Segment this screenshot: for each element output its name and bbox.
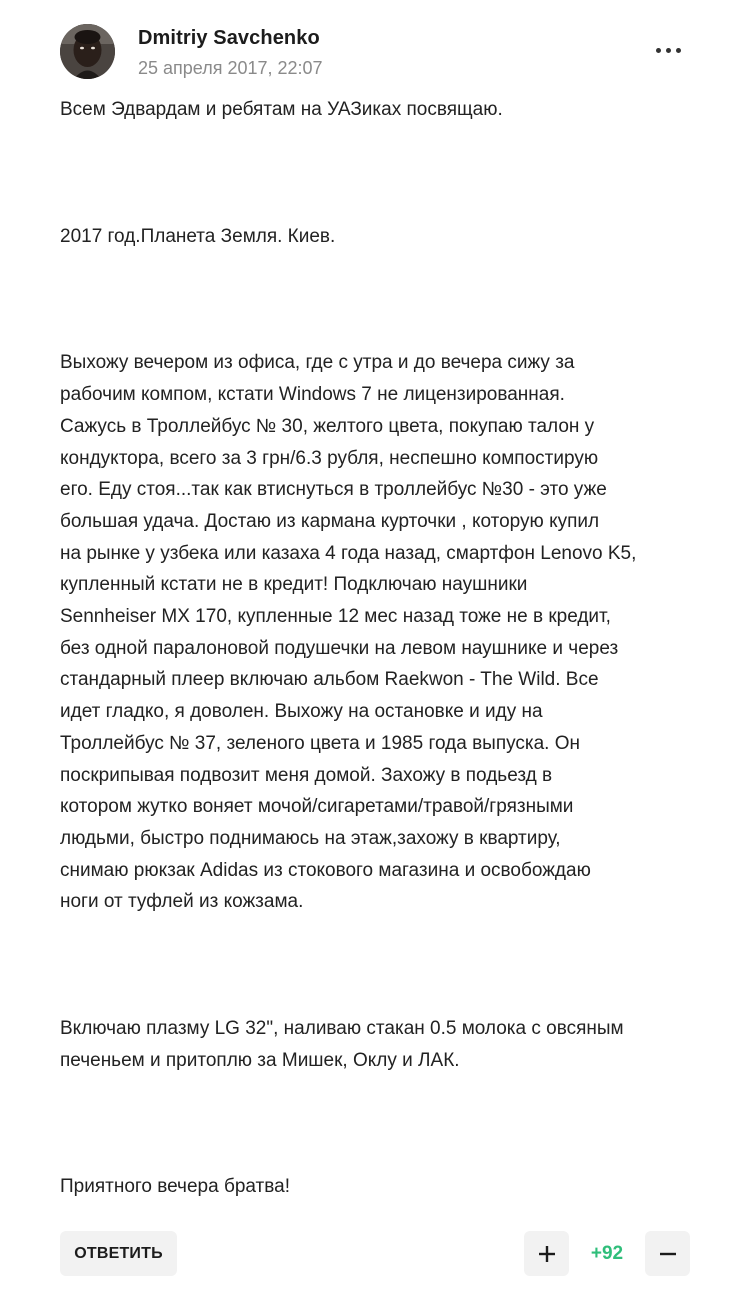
plus-icon — [538, 1245, 556, 1263]
comment-date: 25 апреля 2017, 22:07 — [138, 58, 323, 78]
paragraph-spacer — [60, 1076, 700, 1171]
paragraph-spacer — [60, 918, 700, 1013]
paragraph-spacer — [60, 252, 700, 347]
author-name[interactable]: Dmitriy Savchenko — [138, 27, 320, 49]
user-avatar-photo-icon — [60, 24, 115, 79]
upvote-button[interactable] — [524, 1231, 569, 1276]
comment-paragraph: Выхожу вечером из офиса, где с утра и до вечера сижу за рабочим компом, кстати Windows 7 не лицензированная. Сажусь в Троллейбус № 30, желтого цвета, покупаю талон у кондуктора, всего за 3 грн/6.3 рубля, неспешно компостирую его. Еду стоя...так как втиснуться в троллейбус №30 - это уже большая удача. Достаю из кармана курточки , которую купил на рынке у узбека или казаха 4 года назад, смартфон Lenovo K5, купленный кстати не в кредит! Подключаю наушники Sennheiser MX 170, купленные 12 мес назад тоже не в кредит, без одной паралоновой подушечки на левом наушнике и через стандарный плеер включаю альбом Raekwon - The Wild. Все идет гладко, я доволен. Выхожу на остановке и иду на Троллейбус № 37, зеленого цвета и 1985 года выпуска. Он поскрипывая подвозит меня домой. Захожу в подьезд в котором жутко воняет мочой/сигаретами/травой/грязными людьми, быстро поднимаюсь на этаж,захожу в квартиру, снимаю рюкзак Adidas из стокового магазина и освобождаю ноги от туфлей из кожзама. — [60, 352, 637, 913]
minus-icon — [659, 1245, 677, 1263]
comment-paragraph: Всем Эдвардам и ребятам на УАЗиках посвящаю. — [60, 99, 503, 120]
reply-button[interactable]: ОТВЕТИТЬ — [60, 1231, 177, 1276]
author-avatar[interactable] — [60, 24, 115, 79]
more-options-button[interactable] — [646, 36, 690, 64]
comment-paragraph: 2017 год.Планета Земля. Киев. — [60, 225, 336, 247]
downvote-button[interactable] — [645, 1231, 690, 1276]
comment-paragraph: Приятного вечера братва! — [60, 1176, 290, 1198]
more-horizontal-icon-dot — [676, 48, 681, 53]
more-horizontal-icon — [656, 48, 661, 53]
vote-score: +92 — [590, 1242, 624, 1264]
comment-paragraph: Включаю плазму LG 32", наливаю стакан 0.5 молока с овсяным печеньем и притоплю за Мишек, Оклу и ЛАК. — [60, 1018, 624, 1071]
more-horizontal-icon-dot — [666, 48, 671, 53]
comment-text — [60, 94, 700, 1203]
paragraph-spacer — [60, 126, 700, 221]
